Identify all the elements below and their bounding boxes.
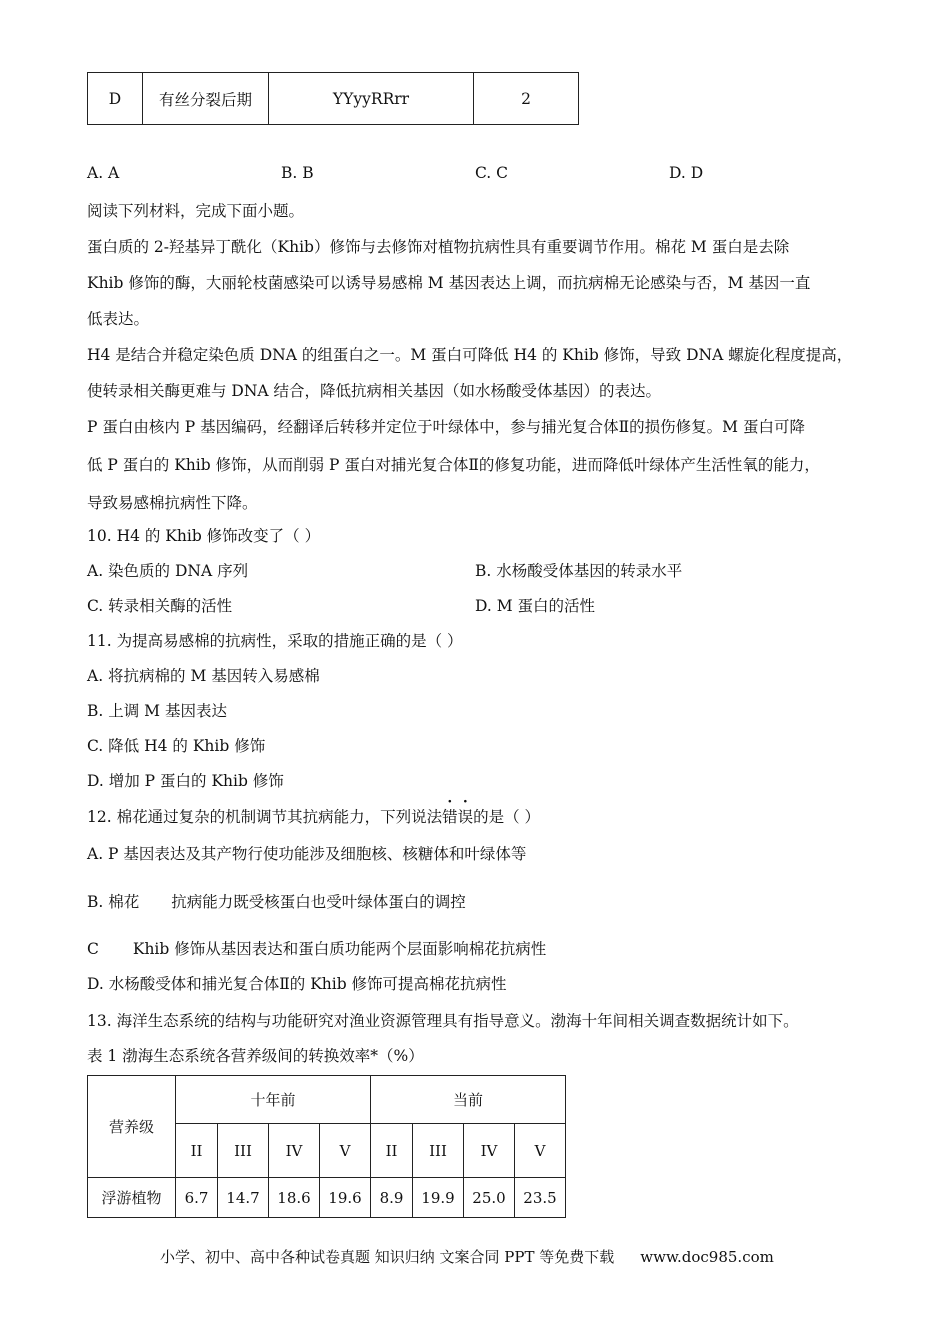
table-header-cell: 营养级: [88, 1076, 176, 1178]
table-cell: 2: [474, 73, 579, 125]
q11-option-a: A. 将抗病棉的 M 基因转入易感棉: [87, 667, 320, 685]
option-a: A. A: [87, 164, 120, 182]
q11-option-d: D. 增加 P 蛋白的 Khib 修饰: [87, 772, 284, 790]
table-row: [88, 1178, 566, 1218]
table-caption: 表 1 渤海生态系统各营养级间的转换效率*（%）: [87, 1047, 424, 1065]
trophic-efficiency-table: [87, 1075, 566, 1218]
passage-p3-line: 导致易感棉抗病性下降。: [87, 494, 258, 512]
q12-option-c-prefix: C: [87, 940, 99, 958]
table-row-label: 浮游植物: [88, 1178, 176, 1218]
table-cell: 23.5: [515, 1178, 566, 1218]
table-header-cell: V: [320, 1124, 371, 1178]
option-b: B. B: [281, 164, 314, 182]
q11-option-c: C. 降低 H4 的 Khib 修饰: [87, 737, 266, 755]
table-row: [88, 1076, 566, 1124]
passage-p3-line: P 蛋白由核内 P 基因编码，经翻译后转移并定位于叶绿体中，参与捕光复合体Ⅱ的损伤修复。M 蛋白可降: [87, 418, 805, 436]
passage-p3-line: 低 P 蛋白的 Khib 修饰，从而削弱 P 蛋白对捕光复合体Ⅱ的修复功能，进而降低叶绿体产生活性氧的能力，: [87, 456, 820, 474]
q12-option-b: [87, 890, 466, 912]
passage-p2-line: H4 是结合并稳定染色质 DNA 的组蛋白之一。M 蛋白可降低 H4 的 Khib 修饰，导致 DNA 螺旋化程度提高，: [87, 346, 853, 364]
option-c: C. C: [475, 164, 509, 182]
table-cell: YYyyRRrr: [269, 73, 474, 125]
q11-option-b: B. 上调 M 基因表达: [87, 702, 227, 720]
q12-stem: [87, 805, 540, 827]
q11-stem: 11. 为提高易感棉的抗病性，采取的措施正确的是（ ）: [87, 632, 463, 650]
table-header-cell: III: [218, 1124, 269, 1178]
table-cell: 19.6: [320, 1178, 371, 1218]
table-header-cell: IV: [269, 1124, 320, 1178]
q10-option-c: C. 转录相关酶的活性: [87, 597, 233, 615]
q12-stem-before: 12. 棉花通过复杂的机制调节其抗病能力，下列说法: [87, 808, 443, 826]
passage-p2-line: 使转录相关酶更难与 DNA 结合，降低抗病相关基因（如水杨酸受体基因）的表达。: [87, 382, 662, 400]
q12-option-a: A. P 基因表达及其产物行使功能涉及细胞核、核糖体和叶绿体等: [87, 845, 527, 863]
table-cell: 14.7: [218, 1178, 269, 1218]
table-cell: 25.0: [464, 1178, 515, 1218]
table-header-cell: IV: [464, 1124, 515, 1178]
q12-option-b-text: 抗病能力既受核蛋白也受叶绿体蛋白的调控: [171, 893, 466, 911]
q10-option-d: D. M 蛋白的活性: [475, 597, 596, 615]
table-cell: 19.9: [413, 1178, 464, 1218]
table-cell: 有丝分裂后期: [143, 73, 269, 125]
table-header-cell: II: [371, 1124, 413, 1178]
emphasis-dot-char: 错: [442, 808, 458, 826]
passage-p1-line: Khib 修饰的酶，大丽轮枝菌感染可以诱导易感棉 M 基因表达上调，而抗病棉无论感染与否，M 基因一直: [87, 274, 811, 292]
passage-p1-line: 蛋白质的 2-羟基异丁酰化（Khib）修饰与去修饰对植物抗病性具有重要调节作用。棉花 M 蛋白是去除: [87, 238, 790, 256]
q12-option-b-prefix: B. 棉花: [87, 893, 140, 911]
q12-option-c-text: Khib 修饰从基因表达和蛋白质功能两个层面影响棉花抗病性: [132, 940, 547, 958]
table-row: [88, 73, 579, 125]
table-header-cell: II: [176, 1124, 218, 1178]
q10-option-a: A. 染色质的 DNA 序列: [87, 562, 249, 580]
table-header-cell: III: [413, 1124, 464, 1178]
page-footer: [160, 1246, 774, 1267]
option-d: D. D: [669, 164, 704, 182]
q10-option-b: B. 水杨酸受体基因的转录水平: [475, 562, 683, 580]
q13-stem: 13. 海洋生态系统的结构与功能研究对渔业资源管理具有指导意义。渤海十年间相关调查数据统计如下。: [87, 1012, 799, 1030]
q12-stem-after: 的是（ ）: [473, 808, 541, 826]
q12-option-c: [87, 937, 546, 959]
q10-stem: 10. H4 的 Khib 修饰改变了（ ）: [87, 527, 321, 545]
table-header-cell: 十年前: [176, 1076, 371, 1124]
table-header-cell: 当前: [371, 1076, 566, 1124]
table-cell: 8.9: [371, 1178, 413, 1218]
footer-link[interactable]: www.doc985.com: [640, 1248, 774, 1266]
passage-p1-line: 低表达。: [87, 310, 150, 328]
emphasis-dot-char: 误: [457, 808, 474, 826]
table-cell: 18.6: [269, 1178, 320, 1218]
table-cell: 6.7: [176, 1178, 218, 1218]
table-header-cell: V: [515, 1124, 566, 1178]
footer-text: 小学、初中、高中各种试卷真题 知识归纳 文案合同 PPT 等免费下载: [160, 1248, 615, 1266]
q12-option-d: D. 水杨酸受体和捕光复合体Ⅱ的 Khib 修饰可提高棉花抗病性: [87, 975, 507, 993]
table-cell: D: [88, 73, 143, 125]
passage-intro: 阅读下列材料，完成下面小题。: [87, 202, 305, 220]
top-table: [87, 72, 579, 125]
